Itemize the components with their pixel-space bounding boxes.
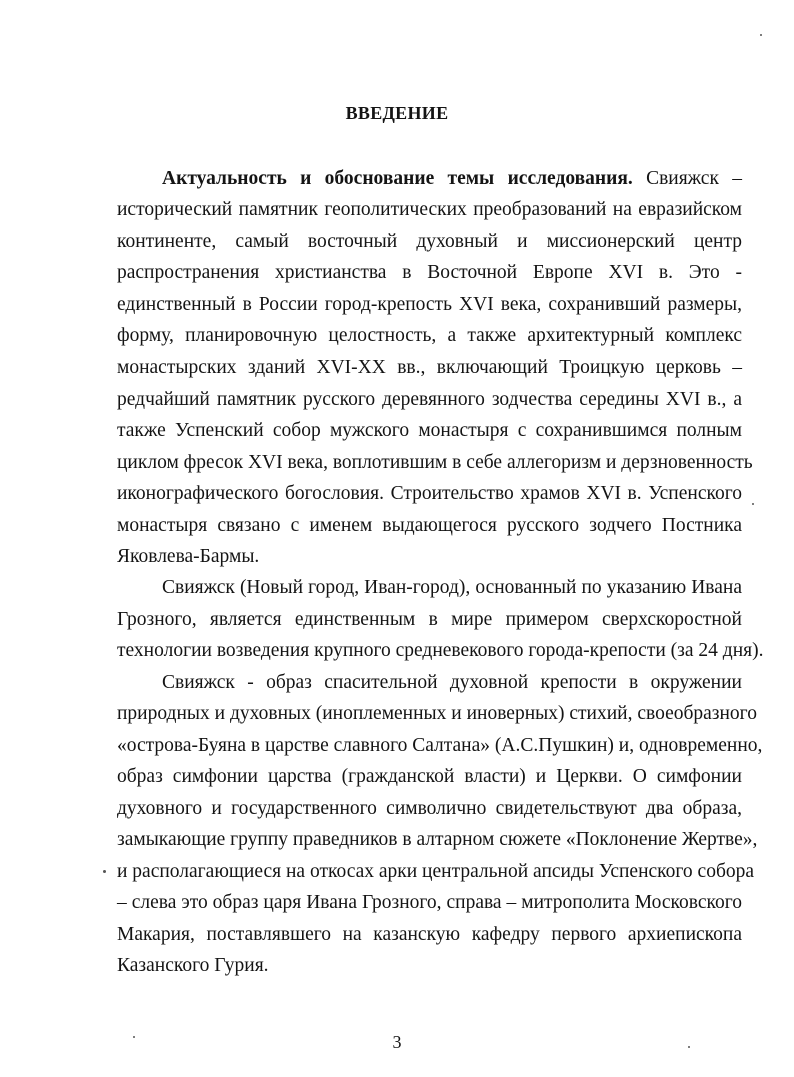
scan-speck (688, 1046, 690, 1048)
text-line-rest: Свияжск – (632, 168, 742, 189)
text-line: также Успенский собор мужского монастыря с сохранившимся полным (117, 420, 742, 441)
text-line: Свияжск - образ спасительной духовной крепости в окружении (162, 672, 742, 693)
text-line: «острова-Буяна в царстве славного Салтана» (А.С.Пушкин) и, одновременно, (117, 735, 763, 756)
scan-speck (760, 34, 762, 36)
text-line: монастыря связано с именем выдающегося русского зодчего Постника (117, 515, 742, 536)
page-title: ВВЕДЕНИЕ (345, 103, 449, 123)
text-line: циклом фресок XVI века, воплотившим в себе аллегоризм и дерзновенность (117, 452, 753, 473)
text-line: форму, планировочную целостность, а также архитектурный комплекс (117, 325, 742, 346)
text-line: исторический памятник геополитических преобразований на евразийском (117, 199, 742, 220)
text-line: природных и духовных (иноплеменных и иноверных) стихий, своеобразного (117, 703, 757, 724)
scan-speck (752, 503, 754, 505)
text-line: единственный в России город-крепость XVI века, сохранивший размеры, (117, 294, 742, 315)
text-line: иконографического богословия. Строительство храмов XVI в. Успенского (117, 483, 742, 504)
scan-speck (103, 870, 106, 873)
text-line: монастырских зданий XVI-XX вв., включающий Троицкую церковь – (117, 357, 742, 378)
text-line: технологии возведения крупного средневекового города-крепости (за 24 дня). (117, 640, 764, 661)
text-line: духовного и государственного символично свидетельствуют два образа, (117, 798, 742, 819)
text-line: редчайший памятник русского деревянного зодчества середины XVI в., а (117, 389, 742, 410)
text-line: Грозного, является единственным в мире примером сверхскоростной (117, 609, 742, 630)
text-line: континенте, самый восточный духовный и миссионерский центр (117, 231, 742, 252)
text-line (162, 163, 742, 194)
text-line: Казанского Гурия. (117, 955, 269, 976)
page-number: 3 (392, 1032, 402, 1052)
text-line: – слева это образ царя Ивана Грозного, справа – митрополита Московского (117, 892, 742, 913)
text-line: распространения христианства в Восточной Европе XVI в. Это - (117, 262, 742, 283)
text-line: образ симфонии царства (гражданской власти) и Церкви. О симфонии (117, 766, 742, 787)
text-line: Макария, поставлявшего на казанскую кафедру первого архиепископа (117, 924, 742, 945)
text-line: Свияжск (Новый город, Иван-город), основанный по указанию Ивана (162, 577, 742, 598)
section-lead: Актуальность и обоснование темы исследования. (162, 168, 633, 189)
text-line: замыкающие группу праведников в алтарном сюжете «Поклонение Жертве», (117, 829, 758, 850)
scan-speck (133, 1036, 135, 1038)
text-line: и располагающиеся на откосах арки центральной апсиды Успенского собора (117, 861, 755, 882)
text-line: Яковлева-Бармы. (117, 546, 260, 567)
